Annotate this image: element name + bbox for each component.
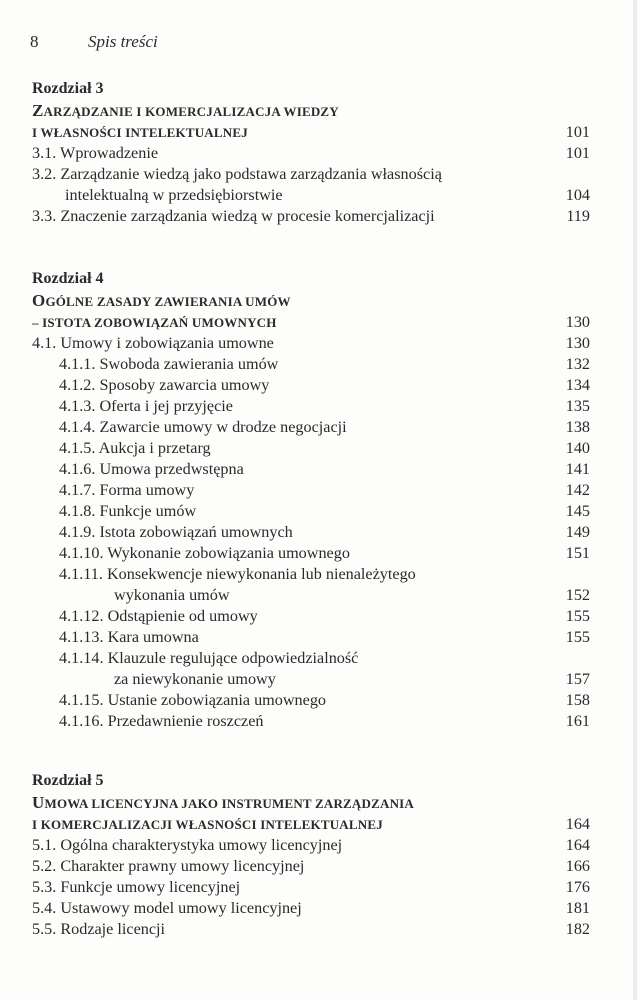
toc-entry[interactable]: 4.1.4. Zawarcie umowy w drodze negocjacji 138 [59, 418, 590, 436]
toc-entry[interactable]: 4.1.10. Wykonanie zobowiązania umownego 151 [59, 544, 590, 562]
chapter-label: Rozdział 4 [32, 270, 104, 287]
toc-entry[interactable]: 4.1.8. Funkcje umów 145 [59, 502, 590, 520]
toc-entry[interactable]: 4.1.11. Konsekwencje niewykonania lub nienależytego wykonania umów 152 [59, 565, 590, 604]
toc-entry[interactable]: 5.5. Rodzaje licencji 182 [32, 920, 590, 938]
toc-entry[interactable]: 4.1.13. Kara umowna 155 [59, 628, 590, 646]
page-edge [633, 0, 637, 1000]
toc-entry[interactable]: 4.1. Umowy i zobowiązania umowne 130 [32, 334, 590, 352]
chapter-label: Rozdział 5 [32, 772, 104, 789]
toc-entry[interactable]: 4.1.3. Oferta i jej przyjęcie 135 [59, 397, 590, 415]
toc-entry[interactable]: 4.1.9. Istota zobowiązań umownych 149 [59, 523, 590, 541]
toc-entry[interactable]: 4.1.14. Klauzule regulujące odpowiedzialność za niewykonanie umowy 157 [59, 649, 590, 688]
chapter-title-line1: OGÓLNE ZASADY ZAWIERANIA UMÓW [32, 291, 291, 310]
toc-entry[interactable]: 3.2. Zarządzanie wiedzą jako podstawa zarządzania własnością intelektualną w przedsiębiorstwie 104 [32, 165, 590, 204]
toc-entry[interactable]: 4.1.5. Aukcja i przetarg 140 [59, 439, 590, 457]
toc-entry[interactable]: 5.3. Funkcje umowy licencyjnej 176 [32, 878, 590, 896]
chapter-label: Rozdział 3 [32, 80, 104, 97]
toc-entry[interactable]: 3.3. Znaczenie zarządzania wiedzą w procesie komercjalizacji 119 [32, 207, 590, 225]
toc-entry[interactable]: 4.1.1. Swoboda zawierania umów 132 [59, 355, 590, 373]
toc-entry[interactable]: I WŁASNOŚCI INTELEKTUALNEJ 101 [32, 123, 590, 141]
running-head [30, 32, 158, 52]
chapter-title-line1: UMOWA LICENCYJNA JAKO INSTRUMENT ZARZĄDZANIA [32, 793, 414, 812]
running-title: Spis treści [88, 32, 158, 51]
toc-entry[interactable]: 5.4. Ustawowy model umowy licencyjnej 181 [32, 899, 590, 917]
toc-entry[interactable]: 4.1.2. Sposoby zawarcia umowy 134 [59, 376, 590, 394]
toc-entry[interactable]: – ISTOTA ZOBOWIĄZAŃ UMOWNYCH 130 [32, 313, 590, 331]
chapter-5 [32, 770, 590, 940]
toc-entry[interactable]: 4.1.12. Odstąpienie od umowy 155 [59, 607, 590, 625]
toc-entry[interactable]: I KOMERCJALIZACJI WŁASNOŚCI INTELEKTUALNEJ 164 [32, 815, 590, 833]
toc-entry[interactable]: 4.1.7. Forma umowy 142 [59, 481, 590, 499]
chapter-4 [32, 268, 590, 732]
toc-entry[interactable]: 3.1. Wprowadzenie 101 [32, 144, 590, 162]
toc-entry[interactable]: 4.1.15. Ustanie zobowiązania umownego 158 [59, 691, 590, 709]
toc-entry[interactable]: 5.1. Ogólna charakterystyka umowy licencyjnej 164 [32, 836, 590, 854]
toc-entry[interactable]: 4.1.16. Przedawnienie roszczeń 161 [59, 712, 590, 730]
chapter-title-line1: ZARZĄDZANIE I KOMERCJALIZACJA WIEDZY [32, 101, 339, 120]
toc-entry[interactable]: 5.2. Charakter prawny umowy licencyjnej 166 [32, 857, 590, 875]
chapter-3 [32, 78, 590, 227]
page-number: 8 [30, 32, 39, 51]
toc-entry[interactable]: 4.1.6. Umowa przedwstępna 141 [59, 460, 590, 478]
